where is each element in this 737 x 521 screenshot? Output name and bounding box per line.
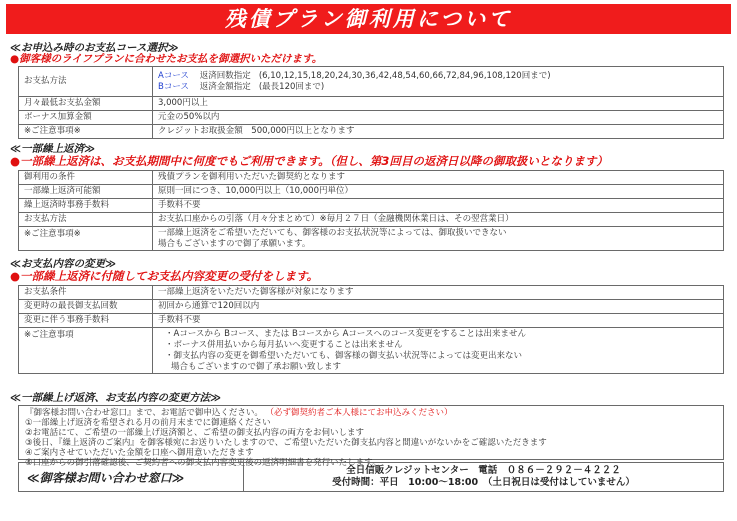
row-key: ※ご注意事項※	[19, 227, 153, 251]
a-course-line	[158, 71, 718, 82]
row-value: 3,000円以上	[153, 97, 724, 111]
row-key: 変更時の最長御支払回数	[19, 300, 153, 314]
method-line	[25, 408, 717, 418]
row-key: お支払条件	[19, 286, 153, 300]
method-step-3: ③後日、『繰上返済のご案内』を御客様宛にお送りいたしますので、ご希望いただいた御支払内容と間違いがないかをご確認いただきます	[25, 438, 547, 448]
row-key: ボーナス加算金額	[19, 111, 153, 125]
section-method-heading: ≪一部繰上げ返済、お支払内容の変更方法≫	[10, 392, 221, 404]
table-row	[19, 300, 724, 314]
row-value: 初回から通算で120回以内	[153, 300, 724, 314]
note-line-1: ・Aコースから Bコース、または Bコースから Aコースへのコース変更をすることは出来ません	[165, 328, 527, 339]
note-line-2: ・ボーナス併用払いから毎月払いへ変更することは出来ません	[165, 339, 403, 350]
b-course-values: (最長120回まで)	[258, 81, 325, 92]
payment-change-table	[18, 285, 724, 374]
section-payment-change-heading: ≪お支払内容の変更≫	[10, 258, 116, 270]
row-value: 残債プランを御利用いただいた御契約となります	[153, 171, 724, 185]
table-row	[19, 286, 724, 300]
table-row	[19, 227, 724, 251]
table-row	[19, 199, 724, 213]
method-step-2: ②お電話にて、ご希望の一部繰上げ返済額と、ご希望の御支払内容の両方をお伺いします	[25, 428, 364, 438]
table-row	[19, 125, 724, 139]
row-value: 元金の50%以内	[153, 111, 724, 125]
contact-phone-line: 全日信販クレジットセンター 電話 ０８６－２９２－４２２２	[346, 465, 621, 476]
contact-footer	[18, 462, 724, 492]
method-line-note: （必ず御契約者ご本人様にてお申込みください）	[265, 408, 453, 418]
contact-label: ≪御客様お問い合わせ窓口≫	[19, 463, 244, 492]
row-key: ※ご注意事項	[19, 328, 153, 374]
row-value: 一部繰上返済をいただいた御客様が対象になります	[153, 286, 724, 300]
row-key: ※ご注意事項※	[19, 125, 153, 139]
table-row	[19, 171, 724, 185]
row-value	[153, 67, 724, 97]
method-instructions-box	[18, 405, 724, 468]
contact-hours-line: 受付時間：平日 10:00～18:00 （土日祝日は受付はしていません）	[332, 477, 635, 488]
method-line-text: 『御客様お問い合わせ窓口』まで、お電話で御申込ください。	[25, 408, 263, 418]
table-row	[19, 314, 724, 328]
section-course-selection-subheading: ●御客様のライフプランに合わせたお支払を御選択いただけます。	[10, 53, 323, 65]
a-course-desc: 返済回数指定	[199, 70, 251, 81]
row-key: 変更に伴う事務手数料	[19, 314, 153, 328]
row-key: お支払方法	[19, 67, 153, 97]
b-course-line	[158, 82, 718, 93]
a-course-label: Aコース	[158, 70, 189, 81]
method-step-1: ①一部繰上げ返済を希望される月の前月末までに御連絡ください	[25, 418, 271, 428]
contact-details	[244, 463, 724, 492]
section-partial-prepayment-subheading: ●一部繰上返済は、お支払期間中に何度でもご利用できます。（但し、第3回目の返済日以降の御取扱いとなります）	[10, 154, 608, 168]
row-key: お支払方法	[19, 213, 153, 227]
method-step-4: ④ご案内させていただいた金額を口座へ御用意いただきます	[25, 448, 254, 458]
note-line-2: 場合もございますので御了承願います。	[158, 238, 311, 249]
note-line-4: 場合もございますので御了承お願い致します	[171, 361, 342, 372]
partial-prepayment-table	[18, 170, 724, 251]
b-course-desc: 返済金額指定	[199, 81, 251, 92]
section-partial-prepayment-heading: ≪一部繰上返済≫	[10, 143, 95, 155]
b-course-label: Bコース	[158, 81, 189, 92]
method-step-5: ⑤口座からの御引落確認後、ご契約者への御支払内容変更後の返済明細書を発行いたします。	[25, 458, 381, 468]
row-value: お支払口座からの引落（月々分まとめて）※毎月２７日（金融機関休業日は、その翌営業日）	[153, 213, 724, 227]
section-course-selection-heading: ≪お申込み時のお支払コース選択≫	[10, 42, 179, 54]
table-row	[19, 328, 724, 374]
row-key: 月々最低お支払金額	[19, 97, 153, 111]
table-row	[19, 111, 724, 125]
row-value	[153, 227, 724, 251]
row-key: 一部繰上返済可能額	[19, 185, 153, 199]
table-row	[19, 185, 724, 199]
row-value: 手数料不要	[153, 199, 724, 213]
table-row	[19, 97, 724, 111]
table-row	[19, 213, 724, 227]
section-payment-change-subheading: ●一部繰上返済に付随してお支払内容変更の受付をします。	[10, 269, 319, 283]
row-value	[153, 328, 724, 374]
row-value: クレジットお取扱金額 500,000円以上となります	[153, 125, 724, 139]
note-line-3: ・御支払内容の変更を御希望いただいても、御客様の御支払い状況等によっては変更出来ない	[165, 350, 523, 361]
row-key: 御利用の条件	[19, 171, 153, 185]
a-course-values: (6,10,12,15,18,20,24,30,36,42,48,54,60,66,72,84,96,108,120回まで)	[258, 70, 551, 81]
table-row	[19, 67, 724, 97]
row-key: 繰上返済時事務手数料	[19, 199, 153, 213]
note-line-1: 一部繰上返済をご希望いただいても、御客様のお支払状況等によっては、御取扱いできない	[158, 227, 507, 238]
row-value: 手数料不要	[153, 314, 724, 328]
page-title-banner: 残債プラン御利用について	[6, 4, 731, 34]
course-selection-table	[18, 66, 724, 139]
row-value: 原則一回につき、10,000円以上（10,000円単位）	[153, 185, 724, 199]
